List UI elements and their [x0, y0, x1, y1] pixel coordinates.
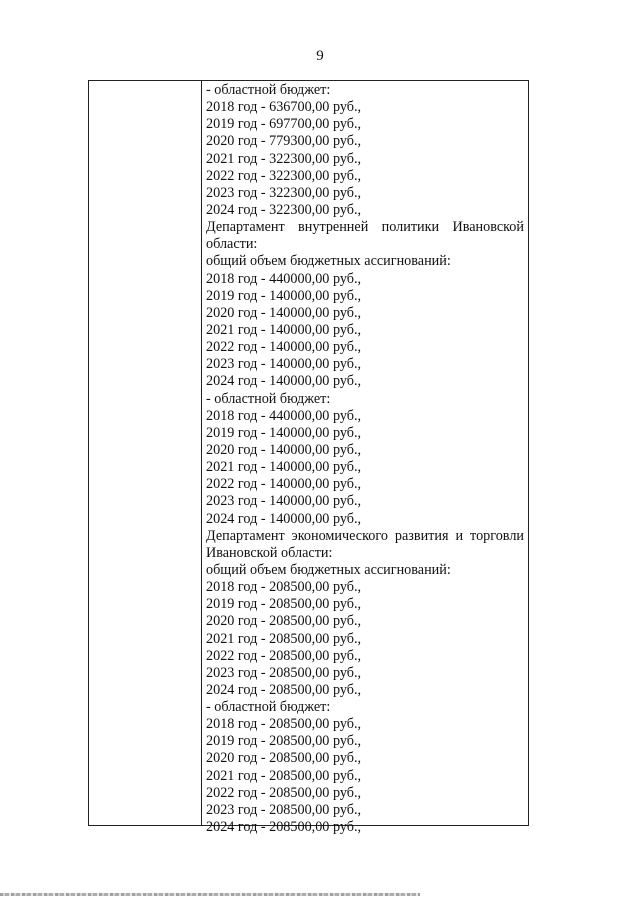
text-line: 2022 год - 140000,00 руб.,: [206, 339, 362, 356]
column-divider: [201, 81, 202, 825]
text-line: общий объем бюджетных ассигнований:: [206, 561, 451, 578]
text-line: 2023 год - 208500,00 руб.,: [206, 801, 362, 818]
text-line: Департамент внутренней политики Ивановской: [206, 219, 524, 236]
text-line: 2022 год - 322300,00 руб.,: [206, 167, 362, 184]
funding-table: [88, 80, 529, 836]
text-line: 2022 год - 208500,00 руб.,: [206, 784, 362, 801]
text-line: 2024 год - 140000,00 руб.,: [206, 510, 362, 527]
page-number: 9: [316, 48, 324, 64]
scan-edge-artifact: [0, 893, 420, 896]
text-line: 2021 год - 208500,00 руб.,: [206, 630, 362, 647]
text-line: 2022 год - 208500,00 руб.,: [206, 647, 362, 664]
text-line: общий объем бюджетных ассигнований:: [206, 253, 451, 270]
text-line: 2021 год - 140000,00 руб.,: [206, 321, 362, 338]
text-line: - областной бюджет:: [206, 82, 331, 98]
text-line: области:: [206, 236, 258, 253]
funding-text-cell: [206, 82, 524, 836]
text-line: 2020 год - 779300,00 руб.,: [206, 133, 362, 150]
text-line: 2024 год - 140000,00 руб.,: [206, 373, 362, 390]
text-line: 2024 год - 208500,00 руб.,: [206, 681, 362, 698]
text-line: - областной бюджет:: [206, 699, 331, 716]
text-line: 2019 год - 697700,00 руб.,: [206, 116, 362, 133]
text-line: 2018 год - 208500,00 руб.,: [206, 579, 362, 596]
text-line: 2018 год - 208500,00 руб.,: [206, 716, 362, 733]
text-line: 2019 год - 140000,00 руб.,: [206, 424, 362, 441]
text-line: 2018 год - 636700,00 руб.,: [206, 99, 362, 116]
text-line: - областной бюджет:: [206, 390, 331, 407]
text-line: 2019 год - 208500,00 руб.,: [206, 733, 362, 750]
text-line: 2024 год - 208500,00 руб.,: [206, 819, 362, 836]
text-line: Департамент экономического развития и торговли: [206, 527, 524, 544]
text-line: 2019 год - 140000,00 руб.,: [206, 287, 362, 304]
text-line: 2024 год - 322300,00 руб.,: [206, 201, 362, 218]
text-line: 2019 год - 208500,00 руб.,: [206, 596, 362, 613]
text-line: Ивановской области:: [206, 544, 333, 561]
text-line: 2023 год - 140000,00 руб.,: [206, 493, 362, 510]
text-line: 2020 год - 208500,00 руб.,: [206, 750, 362, 767]
text-line: 2022 год - 140000,00 руб.,: [206, 476, 362, 493]
text-line: 2021 год - 140000,00 руб.,: [206, 459, 362, 476]
text-line: 2020 год - 208500,00 руб.,: [206, 613, 362, 630]
text-line: 2021 год - 322300,00 руб.,: [206, 150, 362, 167]
text-line: 2023 год - 208500,00 руб.,: [206, 664, 362, 681]
text-line: 2021 год - 208500,00 руб.,: [206, 767, 362, 784]
text-line: 2018 год - 440000,00 руб.,: [206, 270, 362, 287]
text-line: 2023 год - 140000,00 руб.,: [206, 356, 362, 373]
text-line: 2020 год - 140000,00 руб.,: [206, 304, 362, 321]
text-line: 2018 год - 440000,00 руб.,: [206, 407, 362, 424]
text-line: 2023 год - 322300,00 руб.,: [206, 184, 362, 201]
text-line: 2020 год - 140000,00 руб.,: [206, 441, 362, 458]
